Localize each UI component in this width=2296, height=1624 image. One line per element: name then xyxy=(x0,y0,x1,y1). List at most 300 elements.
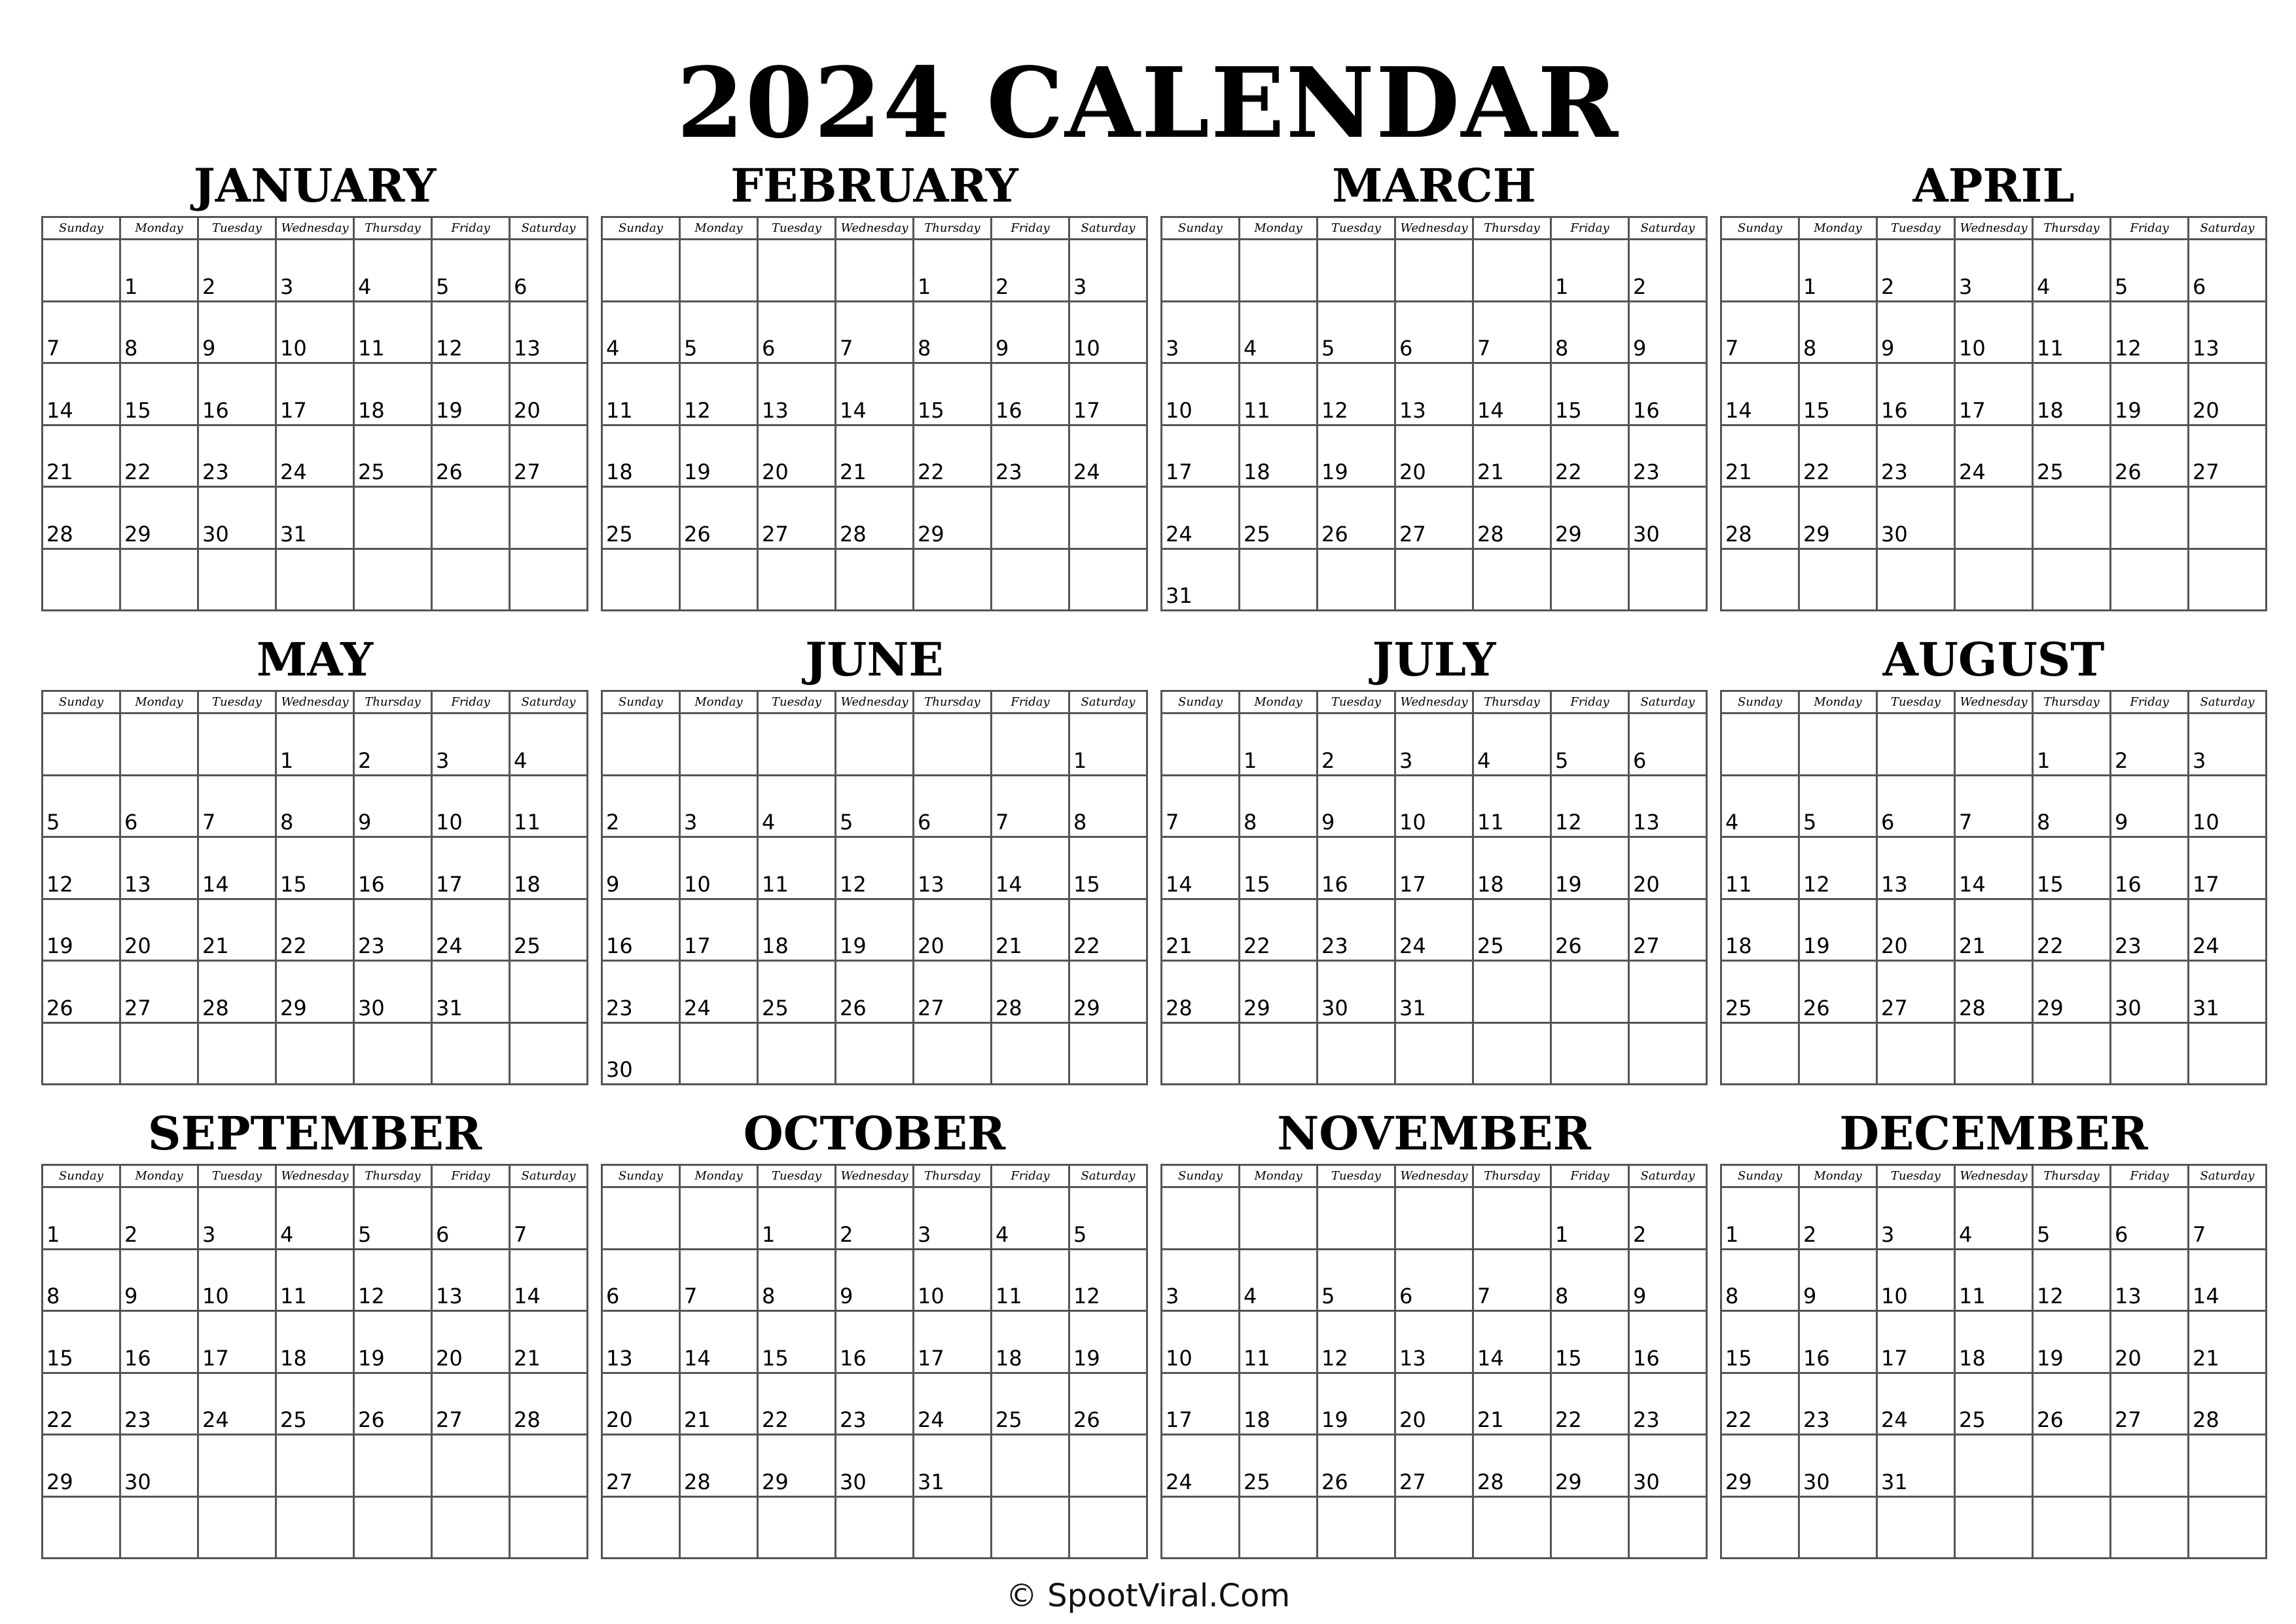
day-cell xyxy=(681,488,759,550)
day-number: 11 xyxy=(2037,336,2064,361)
week-row xyxy=(603,1435,1148,1498)
day-number: 7 xyxy=(46,336,60,361)
day-cell xyxy=(277,302,355,365)
day-cell xyxy=(1630,426,1708,488)
day-number: 17 xyxy=(1073,397,1100,423)
day-cell xyxy=(1162,364,1240,426)
day-number: 15 xyxy=(762,1345,789,1371)
day-cell xyxy=(759,426,836,488)
month-block-july xyxy=(1160,630,1708,1085)
day-number: 26 xyxy=(684,521,711,547)
day-number: 17 xyxy=(436,871,463,897)
day-number: 18 xyxy=(1725,933,1752,958)
day-number: 10 xyxy=(202,1284,229,1308)
day-cell xyxy=(1318,900,1396,962)
day-number: 23 xyxy=(1803,1407,1830,1432)
week-row xyxy=(43,1188,588,1250)
day-cell xyxy=(1396,962,1474,1024)
day-cell xyxy=(759,1374,836,1436)
day-cell xyxy=(433,1312,511,1374)
day-number: 22 xyxy=(1803,460,1830,484)
day-number: 12 xyxy=(2037,1284,2064,1308)
day-cell xyxy=(1552,364,1630,426)
day-number: 23 xyxy=(1321,933,1348,958)
day-number: 12 xyxy=(436,336,463,361)
day-cell xyxy=(1240,426,1318,488)
day-cell xyxy=(433,488,511,550)
day-number: 13 xyxy=(514,336,541,361)
day-cell xyxy=(1956,838,2034,900)
day-number: 20 xyxy=(2193,397,2219,423)
day-cell xyxy=(277,488,355,550)
week-row xyxy=(43,776,588,839)
day-number: 28 xyxy=(1477,1469,1504,1494)
day-number: 9 xyxy=(2115,810,2128,835)
day-cell xyxy=(2111,1250,2189,1312)
day-cell xyxy=(511,1024,588,1086)
day-number: 27 xyxy=(918,995,944,1020)
day-number: 13 xyxy=(1633,810,1660,835)
day-number: 26 xyxy=(1555,933,1582,958)
day-cell xyxy=(1318,1374,1396,1436)
weekday-label: Sunday xyxy=(1162,692,1240,714)
day-cell xyxy=(1722,1498,1800,1560)
weekday-label: Friday xyxy=(992,1166,1070,1188)
day-cell xyxy=(914,1312,992,1374)
week-row xyxy=(1162,1312,1708,1374)
weekday-label: Wednesday xyxy=(836,1166,914,1188)
weekday-label: Wednesday xyxy=(836,692,914,714)
day-number: 17 xyxy=(2193,871,2219,897)
week-row xyxy=(43,426,588,488)
day-cell xyxy=(1552,488,1630,550)
month-block-may xyxy=(41,630,588,1085)
day-cell xyxy=(1318,1312,1396,1374)
day-cell xyxy=(1552,714,1630,776)
day-number: 12 xyxy=(684,397,711,423)
weekday-label: Tuesday xyxy=(759,1166,836,1188)
day-number: 10 xyxy=(2193,810,2219,835)
weekday-label: Tuesday xyxy=(199,1166,277,1188)
weekday-header-row xyxy=(43,218,588,240)
copyright-footer: © SpootViral.Com xyxy=(1005,1578,1291,1614)
day-cell xyxy=(681,962,759,1024)
day-cell xyxy=(1722,1250,1800,1312)
day-number: 27 xyxy=(124,995,151,1020)
week-row xyxy=(603,550,1148,612)
day-cell xyxy=(121,364,199,426)
day-cell xyxy=(199,1374,277,1436)
day-number: 7 xyxy=(996,810,1009,835)
day-number: 30 xyxy=(1321,995,1348,1020)
day-cell xyxy=(1800,838,1878,900)
day-cell xyxy=(681,1312,759,1374)
day-cell xyxy=(1396,714,1474,776)
day-number: 22 xyxy=(1244,933,1270,958)
day-cell xyxy=(277,1498,355,1560)
day-cell xyxy=(836,1498,914,1560)
day-cell xyxy=(199,1188,277,1250)
day-number: 8 xyxy=(1725,1284,1739,1308)
weekday-label: Friday xyxy=(433,692,511,714)
day-number: 19 xyxy=(358,1345,385,1371)
day-cell xyxy=(2034,776,2111,839)
day-number: 15 xyxy=(1725,1345,1752,1371)
day-cell xyxy=(199,550,277,612)
weekday-label: Tuesday xyxy=(1878,218,1956,240)
day-number: 23 xyxy=(1633,1407,1660,1432)
week-row xyxy=(1722,1498,2267,1560)
day-cell xyxy=(1162,776,1240,839)
day-cell xyxy=(603,714,681,776)
day-cell xyxy=(1474,962,1552,1024)
day-number: 23 xyxy=(1881,460,1908,484)
day-number: 17 xyxy=(1166,460,1193,484)
day-number: 3 xyxy=(436,748,450,773)
day-number: 29 xyxy=(1725,1469,1752,1494)
day-cell xyxy=(1878,302,1956,365)
day-number: 13 xyxy=(606,1345,633,1371)
day-number: 19 xyxy=(2037,1345,2064,1371)
weekday-label: Saturday xyxy=(1070,218,1148,240)
day-cell xyxy=(603,240,681,302)
day-number: 5 xyxy=(46,810,60,835)
day-cell xyxy=(511,1250,588,1312)
day-cell xyxy=(199,776,277,839)
day-number: 26 xyxy=(2115,460,2142,484)
day-cell xyxy=(1474,1498,1552,1560)
day-number: 2 xyxy=(1881,274,1895,299)
day-number: 16 xyxy=(1321,871,1348,897)
day-cell xyxy=(199,364,277,426)
day-cell xyxy=(355,838,433,900)
week-row xyxy=(1162,550,1708,612)
day-cell xyxy=(1800,1435,1878,1498)
day-number: 8 xyxy=(280,810,294,835)
weekday-label: Thursday xyxy=(914,692,992,714)
week-row xyxy=(1162,302,1708,365)
day-number: 23 xyxy=(124,1407,151,1432)
day-cell xyxy=(2189,240,2267,302)
day-cell xyxy=(992,1374,1070,1436)
day-cell xyxy=(1162,1250,1240,1312)
day-number: 5 xyxy=(1555,748,1569,773)
day-cell xyxy=(1956,714,2034,776)
day-number: 12 xyxy=(46,871,73,897)
weekday-label: Sunday xyxy=(1162,1166,1240,1188)
day-number: 21 xyxy=(840,460,867,484)
day-cell xyxy=(914,714,992,776)
week-row xyxy=(1722,838,2267,900)
day-cell xyxy=(1800,1374,1878,1436)
day-cell xyxy=(511,550,588,612)
day-number: 25 xyxy=(1477,933,1504,958)
day-number: 19 xyxy=(1321,1407,1348,1432)
day-cell xyxy=(681,364,759,426)
day-cell xyxy=(2111,900,2189,962)
day-cell xyxy=(121,240,199,302)
day-cell xyxy=(1070,364,1148,426)
day-number: 12 xyxy=(1321,397,1348,423)
month-name: OCTOBER xyxy=(743,1106,1006,1161)
day-cell xyxy=(433,838,511,900)
month-block-april xyxy=(1720,156,2267,611)
day-cell xyxy=(355,776,433,839)
day-cell xyxy=(199,1498,277,1560)
day-number: 27 xyxy=(1399,1469,1426,1494)
day-cell xyxy=(277,776,355,839)
day-cell xyxy=(992,962,1070,1024)
day-cell xyxy=(603,1188,681,1250)
day-cell xyxy=(1240,1498,1318,1560)
day-cell xyxy=(603,488,681,550)
day-cell xyxy=(759,1024,836,1086)
day-number: 27 xyxy=(514,460,541,484)
day-cell xyxy=(1240,962,1318,1024)
day-cell xyxy=(1318,1250,1396,1312)
day-cell xyxy=(1318,838,1396,900)
day-cell xyxy=(681,714,759,776)
day-cell xyxy=(1722,1024,1800,1086)
day-number: 5 xyxy=(436,274,450,299)
weekday-label: Sunday xyxy=(43,218,121,240)
day-number: 4 xyxy=(1725,810,1739,835)
day-number: 23 xyxy=(996,460,1022,484)
day-cell xyxy=(199,714,277,776)
day-cell xyxy=(1878,1435,1956,1498)
day-cell xyxy=(1956,1250,2034,1312)
day-cell xyxy=(1800,714,1878,776)
day-cell xyxy=(1162,838,1240,900)
day-cell xyxy=(511,1498,588,1560)
weekday-label: Monday xyxy=(1800,1166,1878,1188)
weekday-label: Friday xyxy=(2111,218,2189,240)
day-number: 12 xyxy=(1555,810,1582,835)
day-number: 31 xyxy=(436,995,463,1020)
day-cell xyxy=(2189,1188,2267,1250)
day-cell xyxy=(511,900,588,962)
weekday-label: Wednesday xyxy=(1396,692,1474,714)
day-number: 27 xyxy=(606,1469,633,1494)
day-number: 5 xyxy=(840,810,853,835)
day-cell xyxy=(759,364,836,426)
week-row xyxy=(43,1312,588,1374)
day-cell xyxy=(992,240,1070,302)
day-cell xyxy=(836,776,914,839)
day-cell xyxy=(1800,364,1878,426)
day-number: 16 xyxy=(1881,397,1908,423)
week-row xyxy=(43,1374,588,1436)
day-number: 14 xyxy=(2193,1284,2219,1308)
day-number: 24 xyxy=(1166,521,1193,547)
weekday-label: Thursday xyxy=(355,1166,433,1188)
day-cell xyxy=(511,776,588,839)
day-cell xyxy=(1474,1374,1552,1436)
day-cell xyxy=(121,900,199,962)
day-cell xyxy=(992,900,1070,962)
day-number: 24 xyxy=(1166,1469,1193,1494)
day-cell xyxy=(759,1435,836,1498)
day-number: 28 xyxy=(684,1469,711,1494)
week-row xyxy=(603,426,1148,488)
day-number: 1 xyxy=(1073,748,1087,773)
day-cell xyxy=(1878,1188,1956,1250)
day-number: 3 xyxy=(918,1221,931,1247)
day-cell xyxy=(1474,426,1552,488)
day-cell xyxy=(914,550,992,612)
day-number: 6 xyxy=(514,274,528,299)
day-number: 3 xyxy=(280,274,294,299)
day-number: 7 xyxy=(1166,810,1179,835)
day-cell xyxy=(1474,302,1552,365)
day-number: 15 xyxy=(1803,397,1830,423)
day-cell xyxy=(199,962,277,1024)
day-number: 4 xyxy=(514,748,528,773)
day-cell xyxy=(2034,302,2111,365)
day-cell xyxy=(1878,1498,1956,1560)
day-cell xyxy=(1396,1435,1474,1498)
day-cell xyxy=(1240,838,1318,900)
day-cell xyxy=(759,1250,836,1312)
day-number: 15 xyxy=(2037,871,2064,897)
week-row xyxy=(43,962,588,1024)
day-cell xyxy=(2034,838,2111,900)
weekday-label: Saturday xyxy=(1070,1166,1148,1188)
day-cell xyxy=(1396,838,1474,900)
week-row xyxy=(43,1024,588,1086)
day-number: 27 xyxy=(436,1407,463,1432)
day-cell xyxy=(1722,1435,1800,1498)
week-row xyxy=(1722,426,2267,488)
day-cell xyxy=(1318,714,1396,776)
day-number: 13 xyxy=(124,871,151,897)
day-cell xyxy=(355,550,433,612)
day-number: 11 xyxy=(1477,810,1504,835)
day-cell xyxy=(1878,1374,1956,1436)
month-name: AUGUST xyxy=(1882,632,2105,687)
weekday-label: Tuesday xyxy=(1318,218,1396,240)
day-number: 11 xyxy=(996,1284,1022,1308)
day-cell xyxy=(681,838,759,900)
day-cell xyxy=(1878,550,1956,612)
day-cell xyxy=(433,550,511,612)
week-row xyxy=(43,1250,588,1312)
day-cell xyxy=(1956,776,2034,839)
week-row xyxy=(43,714,588,776)
day-cell xyxy=(1722,302,1800,365)
day-cell xyxy=(121,838,199,900)
day-cell xyxy=(759,488,836,550)
day-number: 8 xyxy=(124,336,138,361)
day-cell xyxy=(1878,1312,1956,1374)
day-cell xyxy=(2034,1250,2111,1312)
day-cell xyxy=(121,714,199,776)
day-cell xyxy=(1240,900,1318,962)
weekday-label: Sunday xyxy=(603,692,681,714)
month-block-february xyxy=(601,156,1148,611)
day-number: 30 xyxy=(1881,521,1908,547)
day-number: 25 xyxy=(1959,1407,1986,1432)
day-number: 16 xyxy=(1633,397,1660,423)
month-block-november xyxy=(1160,1104,1708,1559)
day-cell xyxy=(836,1188,914,1250)
day-cell xyxy=(1396,776,1474,839)
day-cell xyxy=(1240,364,1318,426)
day-cell xyxy=(1956,240,2034,302)
day-cell xyxy=(355,1024,433,1086)
day-cell xyxy=(1722,962,1800,1024)
day-cell xyxy=(1878,900,1956,962)
day-cell xyxy=(2034,550,2111,612)
day-cell xyxy=(1318,1498,1396,1560)
day-cell xyxy=(355,1498,433,1560)
month-grid xyxy=(601,216,1148,611)
day-cell xyxy=(1070,1374,1148,1436)
day-cell xyxy=(1630,1498,1708,1560)
day-cell xyxy=(836,1312,914,1374)
day-cell xyxy=(355,1374,433,1436)
week-row xyxy=(1162,962,1708,1024)
week-row xyxy=(43,838,588,900)
day-number: 1 xyxy=(1555,1221,1569,1247)
day-cell xyxy=(199,1312,277,1374)
day-number: 2 xyxy=(1633,1221,1647,1247)
day-cell xyxy=(992,1498,1070,1560)
day-cell xyxy=(836,838,914,900)
week-row xyxy=(43,364,588,426)
day-cell xyxy=(992,776,1070,839)
day-number: 28 xyxy=(996,995,1022,1020)
day-cell xyxy=(1396,900,1474,962)
day-cell xyxy=(1240,1374,1318,1436)
day-number: 17 xyxy=(202,1345,229,1371)
weekday-label: Sunday xyxy=(603,218,681,240)
day-number: 12 xyxy=(1803,871,1830,897)
day-number: 9 xyxy=(1881,336,1895,361)
day-cell xyxy=(1878,1024,1956,1086)
day-cell xyxy=(1956,426,2034,488)
day-number: 22 xyxy=(2037,933,2064,958)
day-cell xyxy=(121,1250,199,1312)
weekday-label: Sunday xyxy=(43,1166,121,1188)
day-number: 31 xyxy=(280,521,307,547)
week-row xyxy=(43,1498,588,1560)
day-cell xyxy=(992,364,1070,426)
weekday-label: Wednesday xyxy=(277,692,355,714)
day-cell xyxy=(121,1024,199,1086)
day-number: 14 xyxy=(1477,397,1504,423)
day-cell xyxy=(433,240,511,302)
day-number: 9 xyxy=(1633,1284,1647,1308)
day-cell xyxy=(2034,714,2111,776)
day-cell xyxy=(43,240,121,302)
week-row xyxy=(1722,1188,2267,1250)
day-cell xyxy=(1956,1374,2034,1436)
day-cell xyxy=(836,1435,914,1498)
day-number: 12 xyxy=(2115,336,2142,361)
week-row xyxy=(1162,714,1708,776)
week-row xyxy=(1722,302,2267,365)
day-number: 21 xyxy=(1725,460,1752,484)
day-number: 24 xyxy=(1073,460,1100,484)
day-cell xyxy=(121,962,199,1024)
month-grid xyxy=(601,1164,1148,1559)
week-row xyxy=(603,1024,1148,1086)
day-number: 11 xyxy=(762,871,789,897)
day-cell xyxy=(1070,1188,1148,1250)
day-number: 12 xyxy=(1321,1345,1348,1371)
day-number: 2 xyxy=(1633,274,1647,299)
